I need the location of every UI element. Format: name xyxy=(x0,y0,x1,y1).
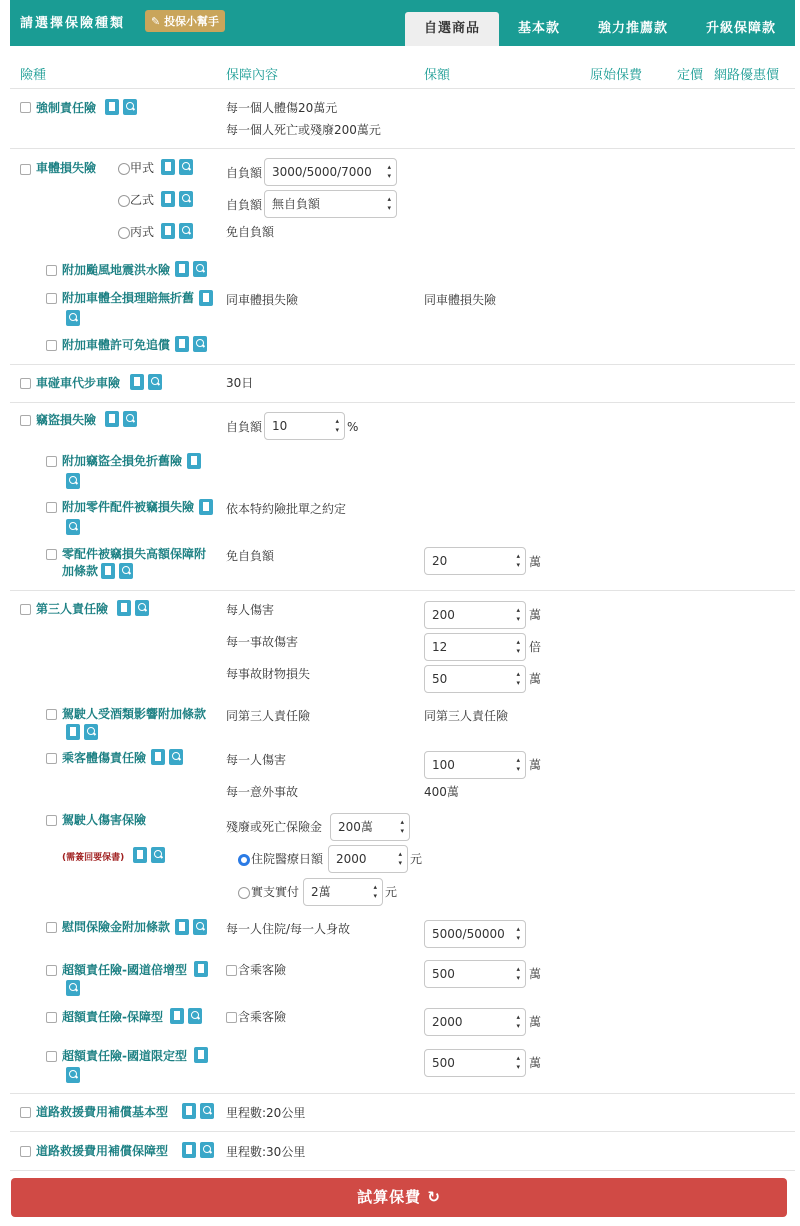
divider xyxy=(10,364,795,365)
helper-label: 投保小幫手 xyxy=(164,15,220,28)
passenger-label: 乘客體傷責任險 xyxy=(62,751,147,765)
search-icon[interactable] xyxy=(135,600,149,616)
per-accident-label: 每一事故傷害 xyxy=(226,635,299,649)
document-icon[interactable] xyxy=(161,191,175,207)
document-icon[interactable] xyxy=(161,159,175,175)
column-header-coverage: 保障內容 xyxy=(226,68,279,83)
search-icon[interactable] xyxy=(193,919,207,935)
tab-custom[interactable]: 自選商品 xyxy=(405,12,499,46)
typhoon-checkbox[interactable] xyxy=(46,265,57,276)
divider xyxy=(10,148,795,149)
excess-limited-label: 超額責任險-國道限定型 xyxy=(62,1049,187,1063)
pencil-icon: ✎ xyxy=(151,15,161,28)
document-icon[interactable] xyxy=(194,961,208,977)
document-icon[interactable] xyxy=(101,563,115,579)
divider xyxy=(10,88,795,89)
total-theft-checkbox[interactable] xyxy=(46,456,57,467)
third-party-label: 第三人責任險 xyxy=(36,602,109,616)
document-icon[interactable] xyxy=(130,374,144,390)
property-label: 每事故財物損失 xyxy=(226,667,311,681)
times-unit: 倍 xyxy=(529,640,542,654)
excess-limited-checkbox[interactable] xyxy=(46,1051,57,1062)
search-icon[interactable] xyxy=(179,223,193,239)
search-icon[interactable] xyxy=(66,473,80,489)
road-protect-label: 道路救援費用補償保障型 xyxy=(36,1144,169,1158)
search-icon[interactable] xyxy=(151,847,165,863)
tab-recommended[interactable]: 強力推薦款 xyxy=(597,21,668,36)
passenger-accident-label: 每一意外事故 xyxy=(226,785,299,799)
divider xyxy=(10,590,795,591)
hospital-radio[interactable] xyxy=(238,854,250,866)
driver-checkbox[interactable] xyxy=(46,815,57,826)
total-loss-amount: 同車體損失險 xyxy=(424,293,497,307)
third-party-checkbox[interactable] xyxy=(20,604,31,615)
search-icon[interactable] xyxy=(200,1103,214,1119)
theft-checkbox[interactable] xyxy=(20,415,31,426)
excess-double-label: 超額責任險-國道倍增型 xyxy=(62,963,187,977)
parts-high-amount-select[interactable]: 20 ▴ ▾ xyxy=(424,547,526,575)
total-loss-label: 附加車體全損理賠無折舊 xyxy=(62,291,195,305)
column-header-original-premium: 原始保費 xyxy=(590,68,643,83)
include-passenger-label: 含乘客險 xyxy=(238,963,287,977)
consolation-content: 每一人住院/每一人身故 xyxy=(226,922,351,936)
search-icon[interactable] xyxy=(200,1142,214,1158)
parts-high-checkbox[interactable] xyxy=(46,549,57,560)
header-bar xyxy=(10,0,795,46)
actual-label: 實支實付 xyxy=(251,885,300,899)
property-select[interactable]: 50 ▴ ▾ xyxy=(424,665,526,693)
column-header-type: 險種 xyxy=(20,68,47,83)
search-icon[interactable] xyxy=(123,411,137,427)
passenger-accident-amount: 400萬 xyxy=(424,785,459,799)
total-loss-content: 同車體損失險 xyxy=(226,293,299,307)
alcohol-label: 駕駛人受酒類影響附加條款 xyxy=(62,707,207,721)
column-header-amount: 保額 xyxy=(424,68,451,83)
alcohol-amount: 同第三人責任險 xyxy=(424,709,509,723)
search-icon[interactable] xyxy=(66,980,80,996)
theft-label: 竊盜損失險 xyxy=(36,413,97,427)
document-icon[interactable] xyxy=(175,261,189,277)
collision-rental-checkbox[interactable] xyxy=(20,378,31,389)
document-icon[interactable] xyxy=(182,1103,196,1119)
document-icon[interactable] xyxy=(199,290,213,306)
hospital-select[interactable]: 2000 ▴ ▾ xyxy=(328,845,408,873)
body-damage-checkbox[interactable] xyxy=(20,164,31,175)
collision-rental-content: 30日 xyxy=(226,376,254,390)
insurance-helper-button[interactable] xyxy=(145,10,225,32)
search-icon[interactable] xyxy=(84,724,98,740)
wan-unit: 萬 xyxy=(529,555,542,569)
search-icon[interactable] xyxy=(193,261,207,277)
document-icon[interactable] xyxy=(175,919,189,935)
parts-theft-content: 依本特約險批單之約定 xyxy=(226,502,347,516)
document-icon[interactable] xyxy=(105,99,119,115)
divider xyxy=(10,1093,795,1094)
no-deductible-text: 免自負額 xyxy=(226,225,275,239)
compulsory-checkbox[interactable] xyxy=(20,102,31,113)
deductible-label: 自負額 xyxy=(226,166,263,180)
document-icon[interactable] xyxy=(66,724,80,740)
actual-select[interactable]: 2萬 ▴ ▾ xyxy=(303,878,383,906)
search-icon[interactable] xyxy=(188,1008,202,1024)
refresh-icon: ↻ xyxy=(427,1188,441,1206)
total-loss-checkbox[interactable] xyxy=(46,293,57,304)
page-title: 請選擇保險種類 xyxy=(20,16,126,31)
excess-double-select[interactable]: 500 ▴ ▾ xyxy=(424,960,526,988)
parts-high-label-line2: 加條款 xyxy=(62,564,99,578)
search-icon[interactable] xyxy=(179,191,193,207)
document-icon[interactable] xyxy=(117,600,131,616)
hospital-label: 住院醫療日額 xyxy=(251,852,324,866)
passenger-per-label: 每一人傷害 xyxy=(226,753,287,767)
driver-label: 駕駛人傷害保險 xyxy=(62,813,147,827)
percent-unit: % xyxy=(347,420,359,434)
road-protect-content: 里程數:30公里 xyxy=(226,1145,306,1159)
wan-unit: 萬 xyxy=(529,1015,542,1029)
calculate-premium-button[interactable] xyxy=(11,1178,787,1217)
excess-protect-checkbox[interactable] xyxy=(46,1012,57,1023)
per-accident-select[interactable]: 12 ▴ ▾ xyxy=(424,633,526,661)
document-icon[interactable] xyxy=(161,223,175,239)
alcohol-checkbox[interactable] xyxy=(46,709,57,720)
road-basic-checkbox[interactable] xyxy=(20,1107,31,1118)
calculate-label: 試算保費 xyxy=(357,1188,422,1206)
deductible-b-select[interactable]: 無自負額 ▴ ▾ xyxy=(264,190,397,218)
excess-protect-label: 超額責任險-保障型 xyxy=(62,1010,163,1024)
document-icon[interactable] xyxy=(175,336,189,352)
search-icon[interactable] xyxy=(179,159,193,175)
road-protect-checkbox[interactable] xyxy=(20,1146,31,1157)
search-icon[interactable] xyxy=(66,310,80,326)
document-icon[interactable] xyxy=(151,749,165,765)
plan-b-radio[interactable] xyxy=(118,195,130,207)
deductible-a-select[interactable]: 3000/5000/7000 ▴ ▾ xyxy=(264,158,397,186)
parts-high-content: 免自負額 xyxy=(226,549,275,563)
plan-a-radio[interactable] xyxy=(118,163,130,175)
permit-label: 附加車體許可免追償 xyxy=(62,338,171,352)
per-person-label: 每人傷害 xyxy=(226,603,275,617)
divider xyxy=(10,402,795,403)
column-header-list-price: 定價 xyxy=(677,68,704,83)
collision-rental-label: 車碰車代步車險 xyxy=(36,376,121,390)
tab-bar xyxy=(405,12,795,46)
plan-a-label: 甲式 xyxy=(130,161,155,175)
tab-upgrade[interactable]: 升級保障款 xyxy=(705,21,776,36)
include-passenger-label: 含乘客險 xyxy=(238,1010,287,1024)
tab-basic[interactable]: 基本款 xyxy=(517,21,560,36)
alcohol-content: 同第三人責任險 xyxy=(226,709,311,723)
search-icon[interactable] xyxy=(148,374,162,390)
plan-c-label: 丙式 xyxy=(130,225,155,239)
wan-unit: 萬 xyxy=(529,1056,542,1070)
parts-high-label-line1: 零配件被竊損失高額保障附 xyxy=(62,547,207,561)
plan-b-label: 乙式 xyxy=(130,193,155,207)
divider xyxy=(10,1170,795,1171)
document-icon[interactable] xyxy=(105,411,119,427)
theft-deductible-select[interactable]: 10 ▴ ▾ xyxy=(264,412,345,440)
include-passenger-checkbox[interactable] xyxy=(226,965,237,976)
road-basic-label: 道路救援費用補償基本型 xyxy=(36,1105,169,1119)
search-icon[interactable] xyxy=(119,563,133,579)
parts-theft-label: 附加零件配件被竊損失險 xyxy=(62,500,195,514)
parts-theft-checkbox[interactable] xyxy=(46,502,57,513)
excess-double-checkbox[interactable] xyxy=(46,965,57,976)
yuan-unit: 元 xyxy=(385,885,398,899)
excess-protect-select[interactable]: 2000 ▴ ▾ xyxy=(424,1008,526,1036)
wan-unit: 萬 xyxy=(529,608,542,622)
document-icon[interactable] xyxy=(133,847,147,863)
wan-unit: 萬 xyxy=(529,672,542,686)
typhoon-label: 附加颱風地震洪水險 xyxy=(62,263,171,277)
body-damage-label: 車體損失險 xyxy=(36,161,97,175)
passenger-checkbox[interactable] xyxy=(46,753,57,764)
search-icon[interactable] xyxy=(123,99,137,115)
plan-c-radio[interactable] xyxy=(118,227,130,239)
consolation-checkbox[interactable] xyxy=(46,922,57,933)
search-icon[interactable] xyxy=(66,1067,80,1083)
search-icon[interactable] xyxy=(193,336,207,352)
actual-radio[interactable] xyxy=(238,887,250,899)
include-passenger-checkbox[interactable] xyxy=(226,1012,237,1023)
per-person-select[interactable]: 200 ▴ ▾ xyxy=(424,601,526,629)
yuan-unit: 元 xyxy=(410,852,423,866)
document-icon[interactable] xyxy=(170,1008,184,1024)
road-basic-content: 里程數:20公里 xyxy=(226,1106,306,1120)
compulsory-content-line1: 每一個人體傷20萬元 xyxy=(226,101,338,115)
excess-limited-select[interactable]: 500 ▴ ▾ xyxy=(424,1049,526,1077)
compulsory-content-line2: 每一個人死亡或殘廢200萬元 xyxy=(226,123,381,137)
consolation-label: 慰問保險金附加條款 xyxy=(62,920,171,934)
theft-deductible-label: 自負額 xyxy=(226,420,263,434)
search-icon[interactable] xyxy=(169,749,183,765)
wan-unit: 萬 xyxy=(529,967,542,981)
driver-note: (需簽回要保書) xyxy=(62,853,125,863)
divider xyxy=(10,1131,795,1132)
compulsory-label: 強制責任險 xyxy=(36,101,97,115)
wan-unit: 萬 xyxy=(529,758,542,772)
driver-death-select[interactable]: 200萬 ▴ ▾ xyxy=(330,813,410,841)
search-icon[interactable] xyxy=(66,519,80,535)
deductible-label: 自負額 xyxy=(226,198,263,212)
document-icon[interactable] xyxy=(187,453,201,469)
document-icon[interactable] xyxy=(194,1047,208,1063)
permit-checkbox[interactable] xyxy=(46,340,57,351)
document-icon[interactable] xyxy=(199,499,213,515)
passenger-per-select[interactable]: 100 ▴ ▾ xyxy=(424,751,526,779)
consolation-select[interactable]: 5000/50000 ▴ ▾ xyxy=(424,920,526,948)
total-theft-label: 附加竊盜全損免折舊險 xyxy=(62,454,183,468)
column-header-online-price: 網路優惠價 xyxy=(714,68,780,83)
driver-death-label: 殘廢或死亡保險金 xyxy=(226,820,323,834)
document-icon[interactable] xyxy=(182,1142,196,1158)
